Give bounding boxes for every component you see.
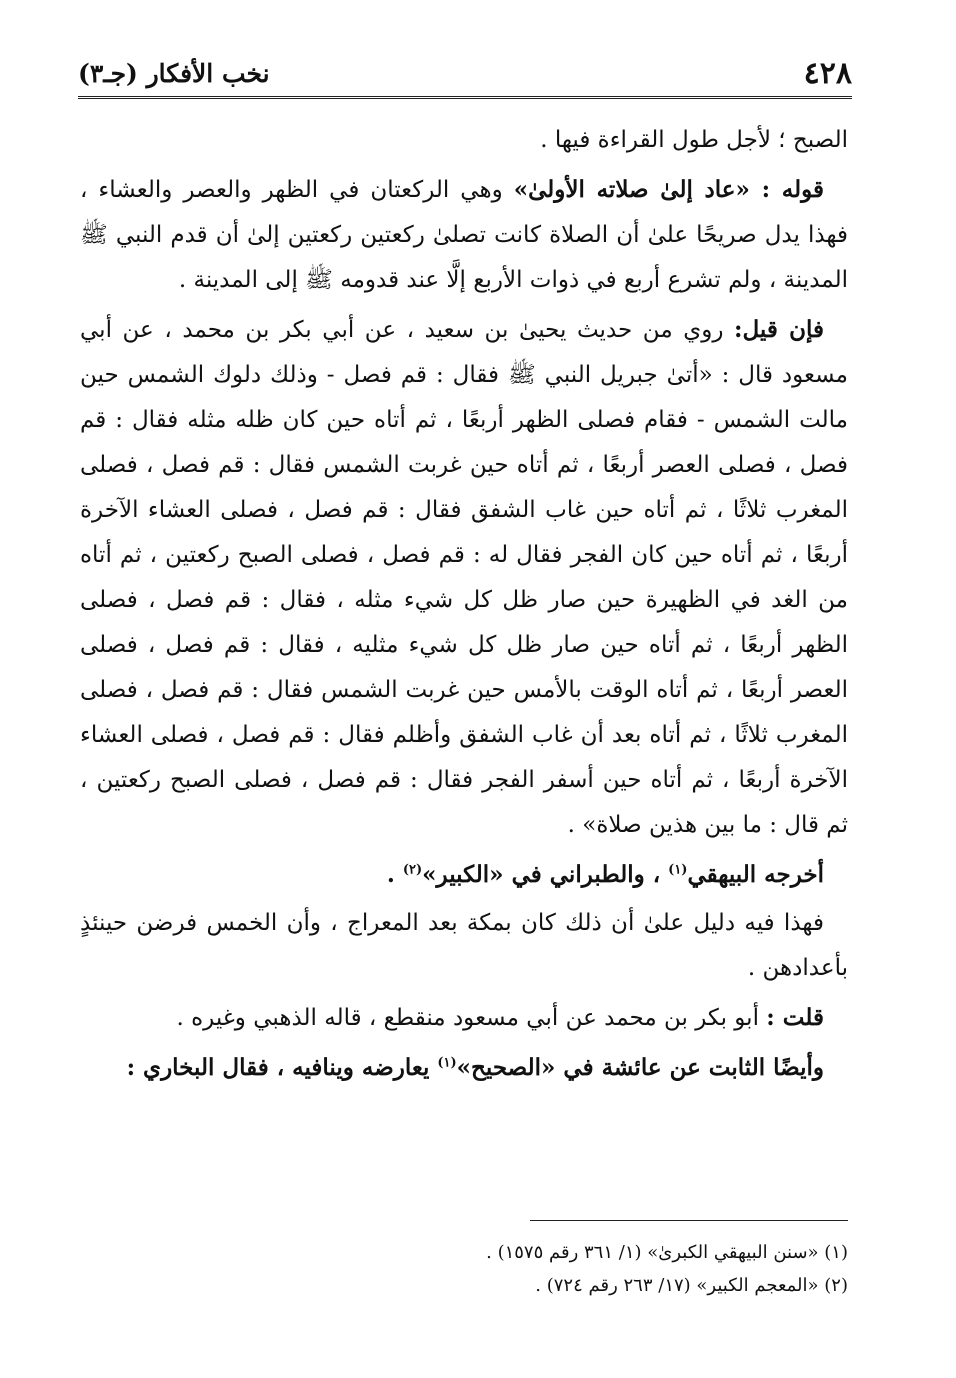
main-text: [80, 118, 848, 1094]
footnote-2: (٢) «المعجم الكبير» (١٧/ ٢٦٣ رقم ٧٢٤) .: [535, 1275, 848, 1296]
footnote-ref: (١): [437, 1055, 457, 1071]
paragraph-text: روي من حديث يحيىٰ بن سعيد ، عن أبي بكر بن محمد ، عن أبي مسعود قال : «أتىٰ جبريل النبي ﷺ فقال : قم فصل - وذلك دلوك الشمس حين مالت الشمس - فقام فصلى الظهر أربعًا ، ثم أتاه حين كان ظله مثله فقال : قم فصل ، فصلى العصر أربعًا ، ثم أتاه حين غربت الشمس فقال : قم فصل ، فصلى المغرب ثلاثًا ، ثم أتاه حين غاب الشفق فقال : قم فصل ، فصلى العشاء الآخرة أربعًا ، ثم أتاه حين كان الفجر فقال له : قم فصل ، فصلى الصبح ركعتين ، ثم أتاه من الغد في الظهيرة حين صار ظل كل شيء مثله ، فقال : قم فصل ، فصلى الظهر أربعًا ، ثم أتاه حين صار ظل كل شيء مثليه ، فقال : قم فصل ، فصلى العصر أربعًا ، ثم أتاه الوقت بالأمس حين غربت الشمس فقال : قم فصل ، فصلى المغرب ثلاثًا ، ثم أتاه بعد أن غاب الشفق وأظلم فقال : قم فصل ، فصلى العشاء الآخرة أربعًا ، ثم أتاه حين أسفر الفجر فقال : قم فصل ، فصلى الصبح ركعتين ، ثم قال : ما بين هذين صلاة» .: [80, 317, 848, 838]
paragraph-text: وهي الركعتان في الظهر والعصر والعشاء ، فهذا يدل صريحًا علىٰ أن الصلاة كانت تصلىٰ ركعتين ركعتين إلىٰ أن قدم النبي ﷺ المدينة ، ولم تشرع أربع في ذوات الأربع إلَّا عند قدومه ﷺ إلى المدينة .: [80, 177, 848, 293]
running-title: نخب الأفكار (جـ٣): [78, 59, 270, 88]
final-line-part: وأيضًا الثابت عن عائشة في «الصحيح»: [456, 1054, 824, 1081]
header-rule: [78, 96, 852, 102]
final-line: [80, 1045, 848, 1090]
footnote-1: (١) «سنن البيهقي الكبرىٰ» (١/ ٣٦١ رقم ١٥٧٥) .: [486, 1242, 848, 1263]
paragraph-lead: قوله : «عاد إلىٰ صلاته الأولىٰ»: [513, 176, 825, 203]
page-number: ٤٢٨: [803, 56, 852, 91]
citation-part: أخرجه البيهقي: [687, 861, 824, 888]
footnote-ref: (٢): [402, 862, 423, 878]
paragraph-1: [80, 118, 848, 163]
footnote-separator: [530, 1220, 848, 1221]
paragraph-text: فهذا فيه دليل علىٰ أن ذلك كان بمكة بعد المعراج ، وأن الخمس فرضن حينئذٍ بأعدادهن .: [80, 910, 848, 981]
footnote-ref: (١): [668, 862, 688, 878]
paragraph-lead: قلت :: [766, 1004, 824, 1031]
paragraph-2: [80, 167, 848, 303]
paragraph-lead: فإن قيل:: [734, 316, 825, 343]
paragraph-3: [80, 307, 848, 848]
footnotes: [80, 1236, 848, 1302]
citation-part: .: [386, 861, 403, 888]
page-header: [78, 52, 852, 100]
paragraph-5: [80, 995, 848, 1041]
citation-part: ، والطبراني في «الكبير»: [422, 861, 669, 888]
paragraph-text: أبو بكر بن محمد عن أبي مسعود منقطع ، قاله الذهبي وغيره .: [176, 1005, 767, 1031]
final-line-part: يعارضه وينافيه ، فقال البخاري :: [126, 1054, 438, 1081]
paragraph-4: [80, 901, 848, 991]
citation-line: [80, 852, 848, 897]
paragraph-text: الصبح ؛ لأجل طول القراءة فيها .: [540, 127, 848, 153]
